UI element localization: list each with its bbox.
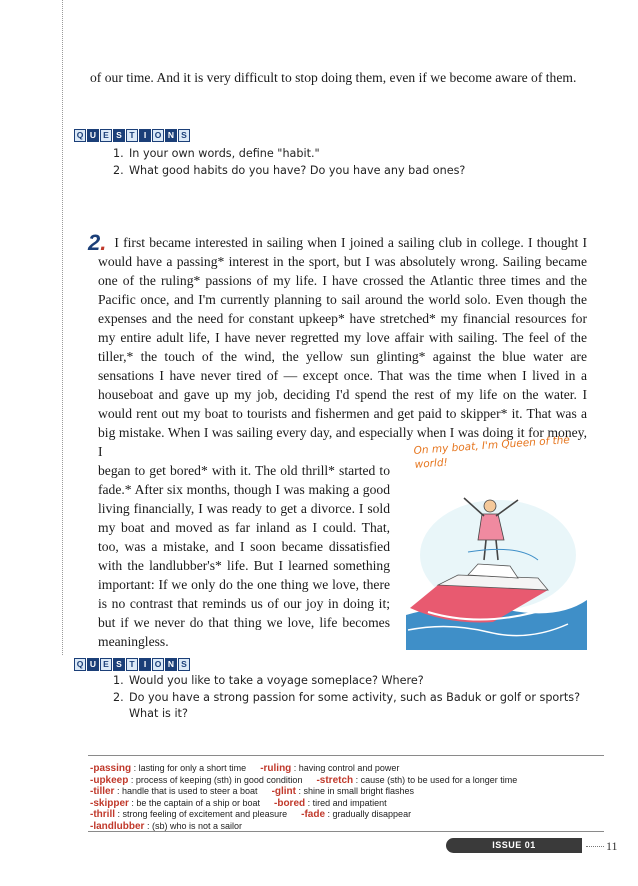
vocab-definition: : lasting for only a short time: [131, 763, 247, 773]
questions-list-2: [113, 673, 583, 723]
vocab-term: -upkeep: [90, 774, 129, 786]
vocab-term: -ruling: [260, 763, 292, 774]
vocab-term: -tiller: [90, 786, 115, 798]
margin-dotted-rule: [62, 0, 63, 655]
questions-label-letter: Q: [74, 129, 86, 142]
vocab-term: -stretch: [316, 774, 354, 786]
vocab-line: [90, 809, 590, 821]
questions-label: [74, 129, 190, 142]
vocab-definition: : tired and impatient: [305, 797, 387, 808]
questions-label-letter: U: [87, 129, 99, 142]
vocab-definition: : (sb) who is not a sailor: [144, 820, 242, 831]
section-number: 2.: [88, 230, 107, 255]
page-number: 11: [606, 839, 618, 853]
questions-label-letter: N: [165, 658, 177, 671]
vocab-term: -glint: [271, 786, 296, 798]
question-number: 1.: [113, 674, 124, 687]
vocab-term: -skipper: [90, 797, 129, 809]
page-number-leader: [586, 846, 604, 847]
question-item: [113, 673, 583, 690]
illustration-caption: On my boat, I'm Queen of the world!: [413, 434, 571, 471]
questions-label-letter: S: [113, 658, 125, 671]
question-number: 1.: [113, 147, 124, 160]
vocab-definition: : process of keeping (sth) in good condition: [128, 774, 303, 785]
questions-label-letter: T: [126, 129, 138, 142]
question-number: 2.: [113, 690, 124, 704]
section-2-paragraph: I first became interested in sailing when I joined a sailing club in college. I thought I would have a passing* interest in the sport, but I was absolutely wrong. Sailing became one of the ruling* passions of my life. I have crossed the Atlantic three times and the Pacific once, and I'm currently planning to sail around the world solo. Even though the expenses and the need for constant upkeep* have stretched* my financial resources for my entire adult life, I have never regretted my love affair with sailing. The feel of the tiller,* the touch of the wind, the yellow sun glinting* against the blue water are sensations I have never tired of — except once. That was the time when I lived in a houseboat and gave up my job, deciding I'd spend the rest of my life on the water. I would rent out my boat to tourists and fishermen and get paid to skipper* it. That was a big mistake. When I was sailing every day, and especially when I was doing it for money, I: [98, 235, 587, 459]
vocab-definition: : shine in small bright flashes: [296, 786, 415, 797]
questions-label-2: [74, 658, 190, 671]
question-text: What good habits do you have? Do you have any bad ones?: [129, 163, 466, 177]
intro-paragraph: of our time. And it is very difficult to stop doing them, even if we become aware of them.: [90, 70, 577, 85]
questions-list-1: [113, 146, 465, 179]
vocab-bottom-rule: [88, 831, 604, 832]
questions-label-letter: S: [178, 658, 190, 671]
questions-label-letter: Q: [74, 658, 86, 671]
issue-tab: ISSUE 01: [446, 838, 582, 853]
questions-label-letter: S: [113, 129, 125, 142]
questions-label-letter: O: [152, 658, 164, 671]
vocab-term: -passing: [90, 763, 132, 774]
woman-on-boat-illustration: [398, 440, 587, 650]
questions-label-letter: T: [126, 658, 138, 671]
vocab-line: [90, 786, 590, 798]
vocab-term: -thrill: [90, 809, 115, 821]
questions-label-letter: O: [152, 129, 164, 142]
question-item: [113, 163, 465, 180]
vocab-line: [90, 798, 590, 810]
vocab-definition: : gradually disappear: [325, 809, 412, 820]
vocab-definition: : be the captain of a ship or boat: [128, 797, 260, 808]
vocab-term: -landlubber: [90, 820, 145, 832]
vocab-top-rule: [88, 755, 604, 756]
question-text: Do you have a strong passion for some activity, such as Baduk or golf or sports? What is it?: [129, 690, 581, 720]
vocab-line: [90, 775, 590, 787]
questions-label-letter: I: [139, 658, 151, 671]
vocab-term: -fade: [301, 809, 326, 821]
vocab-definition: : having control and power: [291, 763, 400, 773]
vocabulary-glossary: [90, 763, 590, 833]
question-item: [113, 146, 465, 163]
questions-label-letter: E: [100, 129, 112, 142]
questions-label-letter: N: [165, 129, 177, 142]
section-2-wrap-paragraph: began to get bored* with it. The old thrill* started to fade.* After six months, though I was making a good living financially, I was ready to get a divorce. I sold my boat and moved as far inland as I could. That, too, was a mistake, and I soon became dissatisfied with the landlubber's* life. But I learned something important: If we only do the one thing we love, there is no contrast that reminds us of our joy in doing it; but if we never do that thing we love, life becomes meaningless.: [98, 463, 390, 649]
question-number: 2.: [113, 163, 124, 177]
questions-label-letter: S: [178, 129, 190, 142]
question-item: [113, 690, 583, 723]
question-text: Would you like to take a voyage someplace? Where?: [129, 674, 424, 687]
vocab-definition: : cause (sth) to be used for a longer time: [353, 774, 518, 785]
questions-label-letter: E: [100, 658, 112, 671]
vocab-definition: : handle that is used to steer a boat: [114, 786, 258, 797]
questions-label-letter: U: [87, 658, 99, 671]
question-text: In your own words, define "habit.": [129, 147, 320, 160]
vocab-definition: : strong feeling of excitement and pleasure: [115, 809, 288, 820]
vocab-line: [90, 763, 590, 775]
vocab-term: -bored: [274, 797, 306, 809]
questions-label-letter: I: [139, 129, 151, 142]
